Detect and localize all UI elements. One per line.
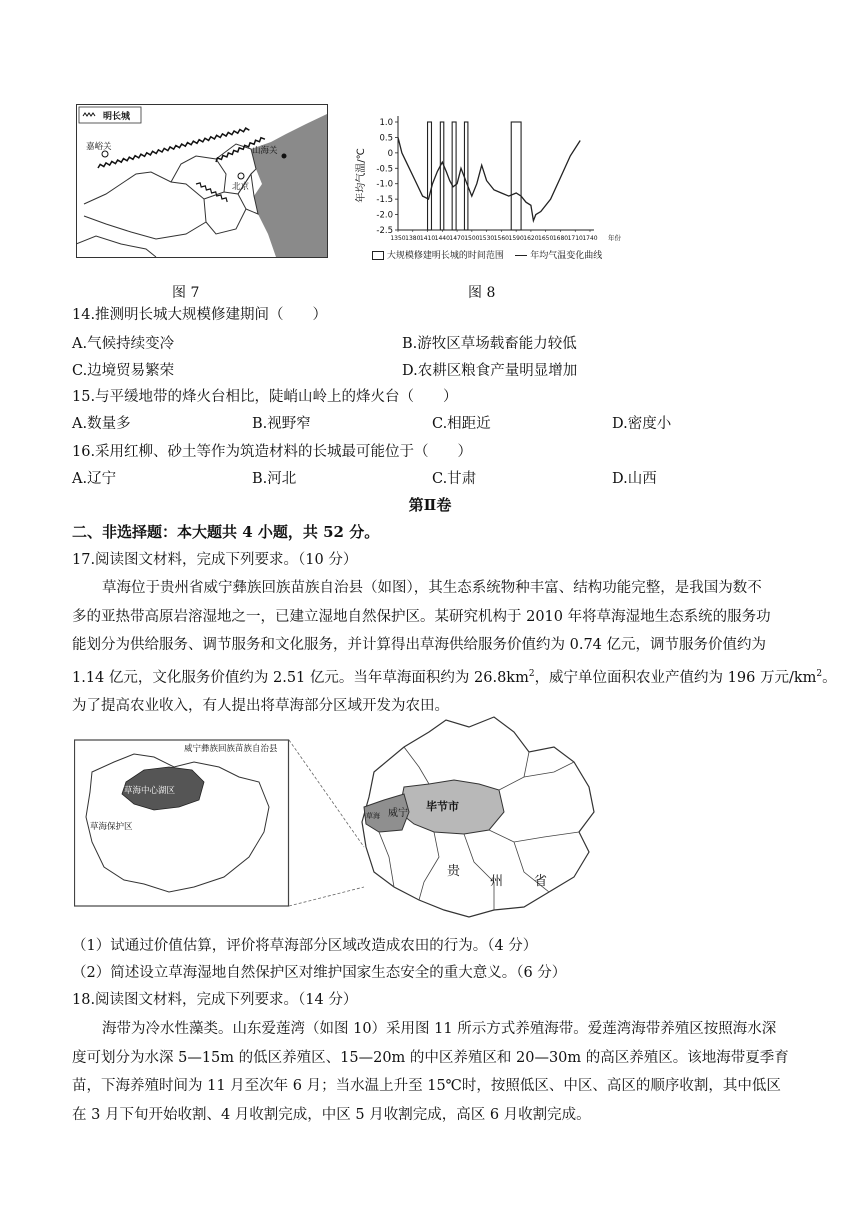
q17-line-4c: 。	[822, 669, 837, 686]
temperature-line	[398, 137, 580, 220]
q15-stem: 15.与平缓地带的烽火台相比，陡峭山岭上的烽火台（ ）	[72, 389, 458, 405]
q16-stem: 16.采用红柳、砂土等作为筑造材料的长城最可能位于（ ）	[72, 444, 473, 460]
construction-bar-2	[452, 122, 456, 230]
sup-2a: 2	[528, 668, 535, 679]
figure-8-chart	[350, 108, 640, 264]
fig8-caption: 图 8	[468, 285, 496, 301]
x-tick-label: 1410	[419, 235, 436, 242]
fig7-caption: 图 7	[172, 285, 200, 301]
q14-option-a: A.气候持续变冷	[72, 336, 175, 352]
map-label-bijie: 毕节市	[426, 800, 459, 813]
q17-line-1: 草海位于贵州省威宁彝族回族苗族自治县（如图），其生态系统物种丰富、结构功能完整，是我国为数不	[102, 580, 762, 596]
x-axis-unit: 年份	[608, 234, 621, 242]
q18-line-1: 海带为冷水性藻类。山东爱莲湾（如图 10）采用图 11 所示方式养殖海带。爱莲湾海带养殖区按照海水深	[102, 1021, 777, 1037]
q14-option-c: C.边境贸易繁荣	[72, 363, 175, 379]
y-tick-label: -1.5	[376, 195, 393, 206]
q15-option-b: B.视野窄	[252, 416, 311, 432]
inset-title: 威宁彝族回族苗族自治县	[184, 744, 278, 754]
guizhou-map	[74, 712, 604, 922]
x-tick-label: 1530	[478, 235, 495, 242]
y-tick-label: -1.0	[376, 179, 393, 190]
x-tick-label: 1710	[567, 235, 583, 242]
legend-line-label: 年均气温变化曲线	[530, 251, 603, 261]
x-tick-label: 1650	[538, 235, 554, 242]
x-tick-label: 1620	[523, 235, 539, 242]
x-tick-label: 1740	[582, 235, 598, 242]
guizhou-map-figure	[74, 712, 604, 922]
q14-option-b: B.游牧区草场载畜能力较低	[402, 336, 577, 352]
q17-line-4a: 1.14 亿元，文化服务价值约为 2.51 亿元。当年草海面积约为 26.8km	[72, 669, 529, 686]
map-label-zhou: 州	[490, 874, 504, 889]
q16-option-c: C.甘肃	[432, 471, 477, 487]
x-tick-label: 1380	[405, 235, 421, 242]
q17-line-4	[72, 660, 837, 692]
q15-option-d: D.密度小	[612, 416, 672, 432]
sup-2b: 2	[816, 668, 823, 679]
temperature-chart	[350, 108, 640, 264]
q17-line-4b: ，威宁单位面积农业产值约为 196 万元/km	[534, 669, 817, 686]
y-tick-label: 0	[387, 148, 393, 159]
q17-line-5: 为了提高农业收入，有人提出将草海部分区域开发为农田。	[72, 697, 449, 714]
q18-material	[72, 1015, 802, 1129]
q15-option-c: C.相距近	[432, 416, 491, 432]
legend-bar-label: 大规模修建明长城的时间范围	[386, 251, 504, 261]
q18-line-2: 度可划分为水深 5—15m 的低区养殖区、15—20m 的中区养殖区和 20—30m 的高区养殖区。该地海带夏季育	[72, 1049, 789, 1066]
x-tick-label: 1500	[464, 235, 480, 242]
q17-line-2: 多的亚热带高原岩溶湿地之一，已建立湿地自然保护区。某研究机构于 2010 年将草海湿地生态系统的服务功	[72, 608, 771, 625]
q16-option-d: D.山西	[612, 471, 657, 487]
inset-label-lake: 草海中心湖区	[124, 786, 176, 796]
q17-line-3: 能划分为供给服务、调节服务和文化服务，并计算得出草海供给服务价值约为 0.74 亿元，调节服务价值约为	[72, 637, 766, 653]
shanhaiguan-marker	[282, 154, 287, 159]
fig7-label-jiayuguan: 嘉峪关	[86, 142, 112, 152]
q15-option-a: A.数量多	[72, 416, 131, 432]
construction-bar-3	[464, 122, 467, 230]
map-label-weining: 威宁	[388, 808, 408, 819]
x-tick-label: 1470	[449, 235, 465, 242]
x-tick-label: 1440	[434, 235, 450, 242]
y-tick-label: -0.5	[376, 164, 393, 175]
map-label-gui: 贵	[447, 864, 461, 879]
x-tick-label: 1560	[493, 235, 510, 242]
fig7-label-shanhaiguan: 山海关	[252, 146, 278, 156]
map-label-caohai: 草海	[366, 812, 380, 820]
construction-bar-4	[511, 122, 521, 230]
q16-option-b: B.河北	[252, 471, 297, 487]
q18-line-4: 在 3 月下旬开始收割、4 月收割完成，中区 5 月收割完成，高区 6 月收割完成。	[72, 1106, 591, 1123]
q17-stem: 17.阅读图文材料，完成下列要求。（10 分）	[72, 552, 358, 568]
q18-line-3: 苗，下海养殖时间为 11 月至次年 6 月；当水温上升至 15℃时，按照低区、中区、高区的顺序收割，其中低区	[72, 1078, 781, 1094]
y-tick-label: 0.5	[379, 133, 393, 144]
fig7-legend: 明长城	[103, 112, 131, 122]
section-title: 第Ⅱ卷	[408, 496, 452, 514]
q17-sub1: （1）试通过价值估算，评价将草海部分区域改造成农田的行为。（4 分）	[72, 938, 538, 954]
construction-bar-1	[440, 122, 443, 230]
legend-line-swatch	[515, 255, 527, 256]
figure-7-map	[76, 104, 328, 258]
legend-bar-swatch	[372, 251, 384, 260]
fig7-label-beijing: 北京	[232, 182, 250, 192]
q14-option-d: D.农耕区粮食产量明显增加	[402, 363, 578, 379]
q14-stem: 14.推测明长城大规模修建期间（ ）	[72, 307, 328, 323]
y-tick-label: -2.0	[376, 210, 393, 221]
x-tick-label: 1590	[508, 235, 524, 242]
chart-ylabel: 年均气温/℃	[355, 148, 367, 203]
y-tick-label: 1.0	[379, 118, 393, 128]
q16-option-a: A.辽宁	[72, 471, 117, 487]
q17-material	[72, 574, 837, 720]
great-wall-map	[76, 104, 328, 258]
q18-stem: 18.阅读图文材料，完成下列要求。（14 分）	[72, 992, 358, 1008]
q17-sub2: （2）简述设立草海湿地自然保护区对维护国家生态安全的重大意义。（6 分）	[72, 965, 567, 981]
x-tick-label: 1350	[390, 235, 406, 242]
fig8-legend	[372, 248, 602, 261]
map-label-sheng: 省	[534, 874, 548, 889]
section-heading: 二、非选择题：本大题共 4 小题，共 52 分。	[72, 523, 380, 541]
y-tick-label: -2.5	[376, 226, 393, 236]
inset-label-reserve: 草海保护区	[90, 822, 133, 832]
construction-bar-0	[428, 122, 432, 230]
x-tick-label: 1680	[552, 235, 569, 242]
